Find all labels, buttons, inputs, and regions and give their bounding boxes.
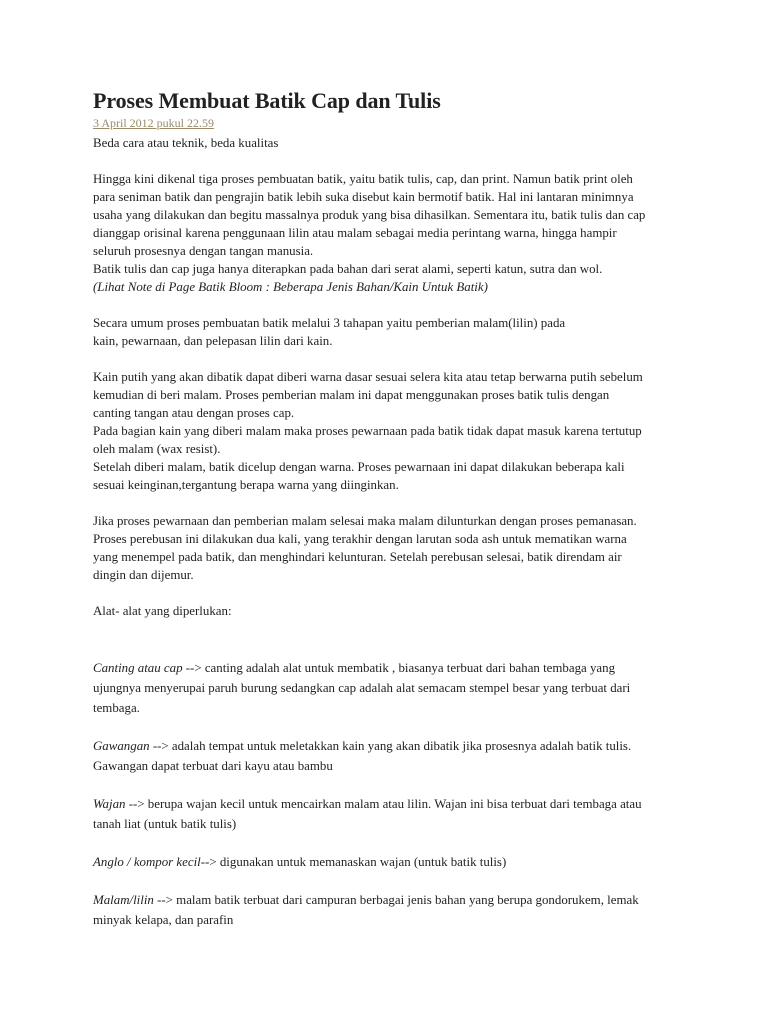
text-line: tembaga. bbox=[93, 701, 140, 715]
tool-name: Malam/lilin bbox=[93, 893, 154, 907]
tool-description: --> malam batik terbuat dari campuran berbagai jenis bahan yang berupa gondorukem, lemak bbox=[153, 893, 639, 907]
tool-description: --> canting adalah alat untuk membatik , biasanya terbuat dari bahan tembaga yang bbox=[182, 661, 616, 675]
process-summary-paragraph bbox=[93, 314, 683, 350]
article bbox=[93, 88, 683, 930]
text-line: yang menempel pada batik, dan menghindari kelunturan. Setelah perebusan selesai, batik direndam air bbox=[93, 550, 622, 564]
text-line: Setelah diberi malam, batik dicelup dengan warna. Proses pewarnaan ini dapat dilakukan beberapa kali bbox=[93, 460, 625, 474]
text-line: kain, pewarnaan, dan pelepasan lilin dari kain. bbox=[93, 334, 333, 348]
text-line: ujungnya menyerupai paruh burung sedangkan cap adalah alat semacam stempel besar yang terbuat dari bbox=[93, 681, 631, 695]
text-line: oleh malam (wax resist). bbox=[93, 442, 221, 456]
intro-paragraph bbox=[93, 170, 683, 296]
text-line: Gawangan dapat terbuat dari kayu atau bambu bbox=[93, 759, 333, 773]
text-line: dingin dan dijemur. bbox=[93, 568, 194, 582]
tool-description: --> digunakan untuk memanaskan wajan (untuk batik tulis) bbox=[200, 855, 507, 869]
text-line: usaha yang dilakukan dan begitu massalnya produk yang bisa dihasilkan. Sementara itu, batik tulis dan cap bbox=[93, 208, 646, 222]
text-line: sesuai keinginan,tergantung berapa warna yang diinginkan. bbox=[93, 478, 399, 492]
text-line: para seniman batik dan pengrajin batik lebih suka disebut kain bermotif batik. Hal ini lantaran minimnya bbox=[93, 190, 634, 204]
tool-item bbox=[93, 736, 683, 776]
tool-name: Canting atau cap bbox=[93, 661, 183, 675]
text-line: Pada bagian kain yang diberi malam maka proses pewarnaan pada batik tidak dapat masuk karena tertutup bbox=[93, 424, 642, 438]
text-line: Hingga kini dikenal tiga proses pembuatan batik, yaitu batik tulis, cap, dan print. Namun batik print oleh bbox=[93, 172, 633, 186]
tools-heading: Alat- alat yang diperlukan: bbox=[93, 604, 232, 618]
tool-name: Wajan bbox=[93, 797, 126, 811]
text-line: tanah liat (untuk batik tulis) bbox=[93, 817, 237, 831]
tool-description: --> berupa wajan kecil untuk mencairkan malam atau lilin. Wajan ini bisa terbuat dari tembaga atau bbox=[125, 797, 642, 811]
text-line: Jika proses pewarnaan dan pemberian malam selesai maka malam dilunturkan dengan proses pemanasan. bbox=[93, 514, 637, 528]
text-line: canting tangan atau dengan proses cap. bbox=[93, 406, 295, 420]
tool-item bbox=[93, 658, 683, 718]
tool-name: Anglo / kompor kecil bbox=[93, 855, 201, 869]
text-line: seluruh prosesnya dengan tangan manusia. bbox=[93, 244, 314, 258]
text-line: Proses perebusan ini dilakukan dua kali, yang terakhir dengan larutan soda ash untuk mematikan warna bbox=[93, 532, 627, 546]
text-line: Secara umum proses pembuatan batik melalui 3 tahapan yaitu pemberian malam(lilin) pada bbox=[93, 316, 566, 330]
note-line: (Lihat Note di Page Batik Bloom : Beberapa Jenis Bahan/Kain Untuk Batik) bbox=[93, 280, 488, 294]
tool-item bbox=[93, 794, 683, 834]
finishing-paragraph bbox=[93, 512, 683, 584]
text-line: kemudian di beri malam. Proses pemberian malam ini dapat menggunakan proses batik tulis dengan bbox=[93, 388, 610, 402]
page-title: Proses Membuat Batik Cap dan Tulis bbox=[93, 88, 441, 113]
tool-item bbox=[93, 852, 683, 872]
text-line: Batik tulis dan cap juga hanya diterapkan pada bahan dari serat alami, seperti katun, sutra dan wol. bbox=[93, 262, 603, 276]
tool-name: Gawangan bbox=[93, 739, 150, 753]
tool-description: --> adalah tempat untuk meletakkan kain yang akan dibatik jika prosesnya adalah batik tulis. bbox=[149, 739, 632, 753]
post-date-link[interactable]: 3 April 2012 pukul 22.59 bbox=[93, 116, 215, 130]
text-line: minyak kelapa, dan parafin bbox=[93, 913, 234, 927]
tool-item bbox=[93, 890, 683, 930]
process-detail-paragraph bbox=[93, 368, 683, 494]
subtitle: Beda cara atau teknik, beda kualitas bbox=[93, 136, 279, 150]
text-line: dianggap orisinal karena penggunaan lilin atau malam sebagai media perintang warna, hingga hampir bbox=[93, 226, 617, 240]
text-line: Kain putih yang akan dibatik dapat diberi warna dasar sesuai selera kita atau tetap berwarna putih sebelum bbox=[93, 370, 643, 384]
